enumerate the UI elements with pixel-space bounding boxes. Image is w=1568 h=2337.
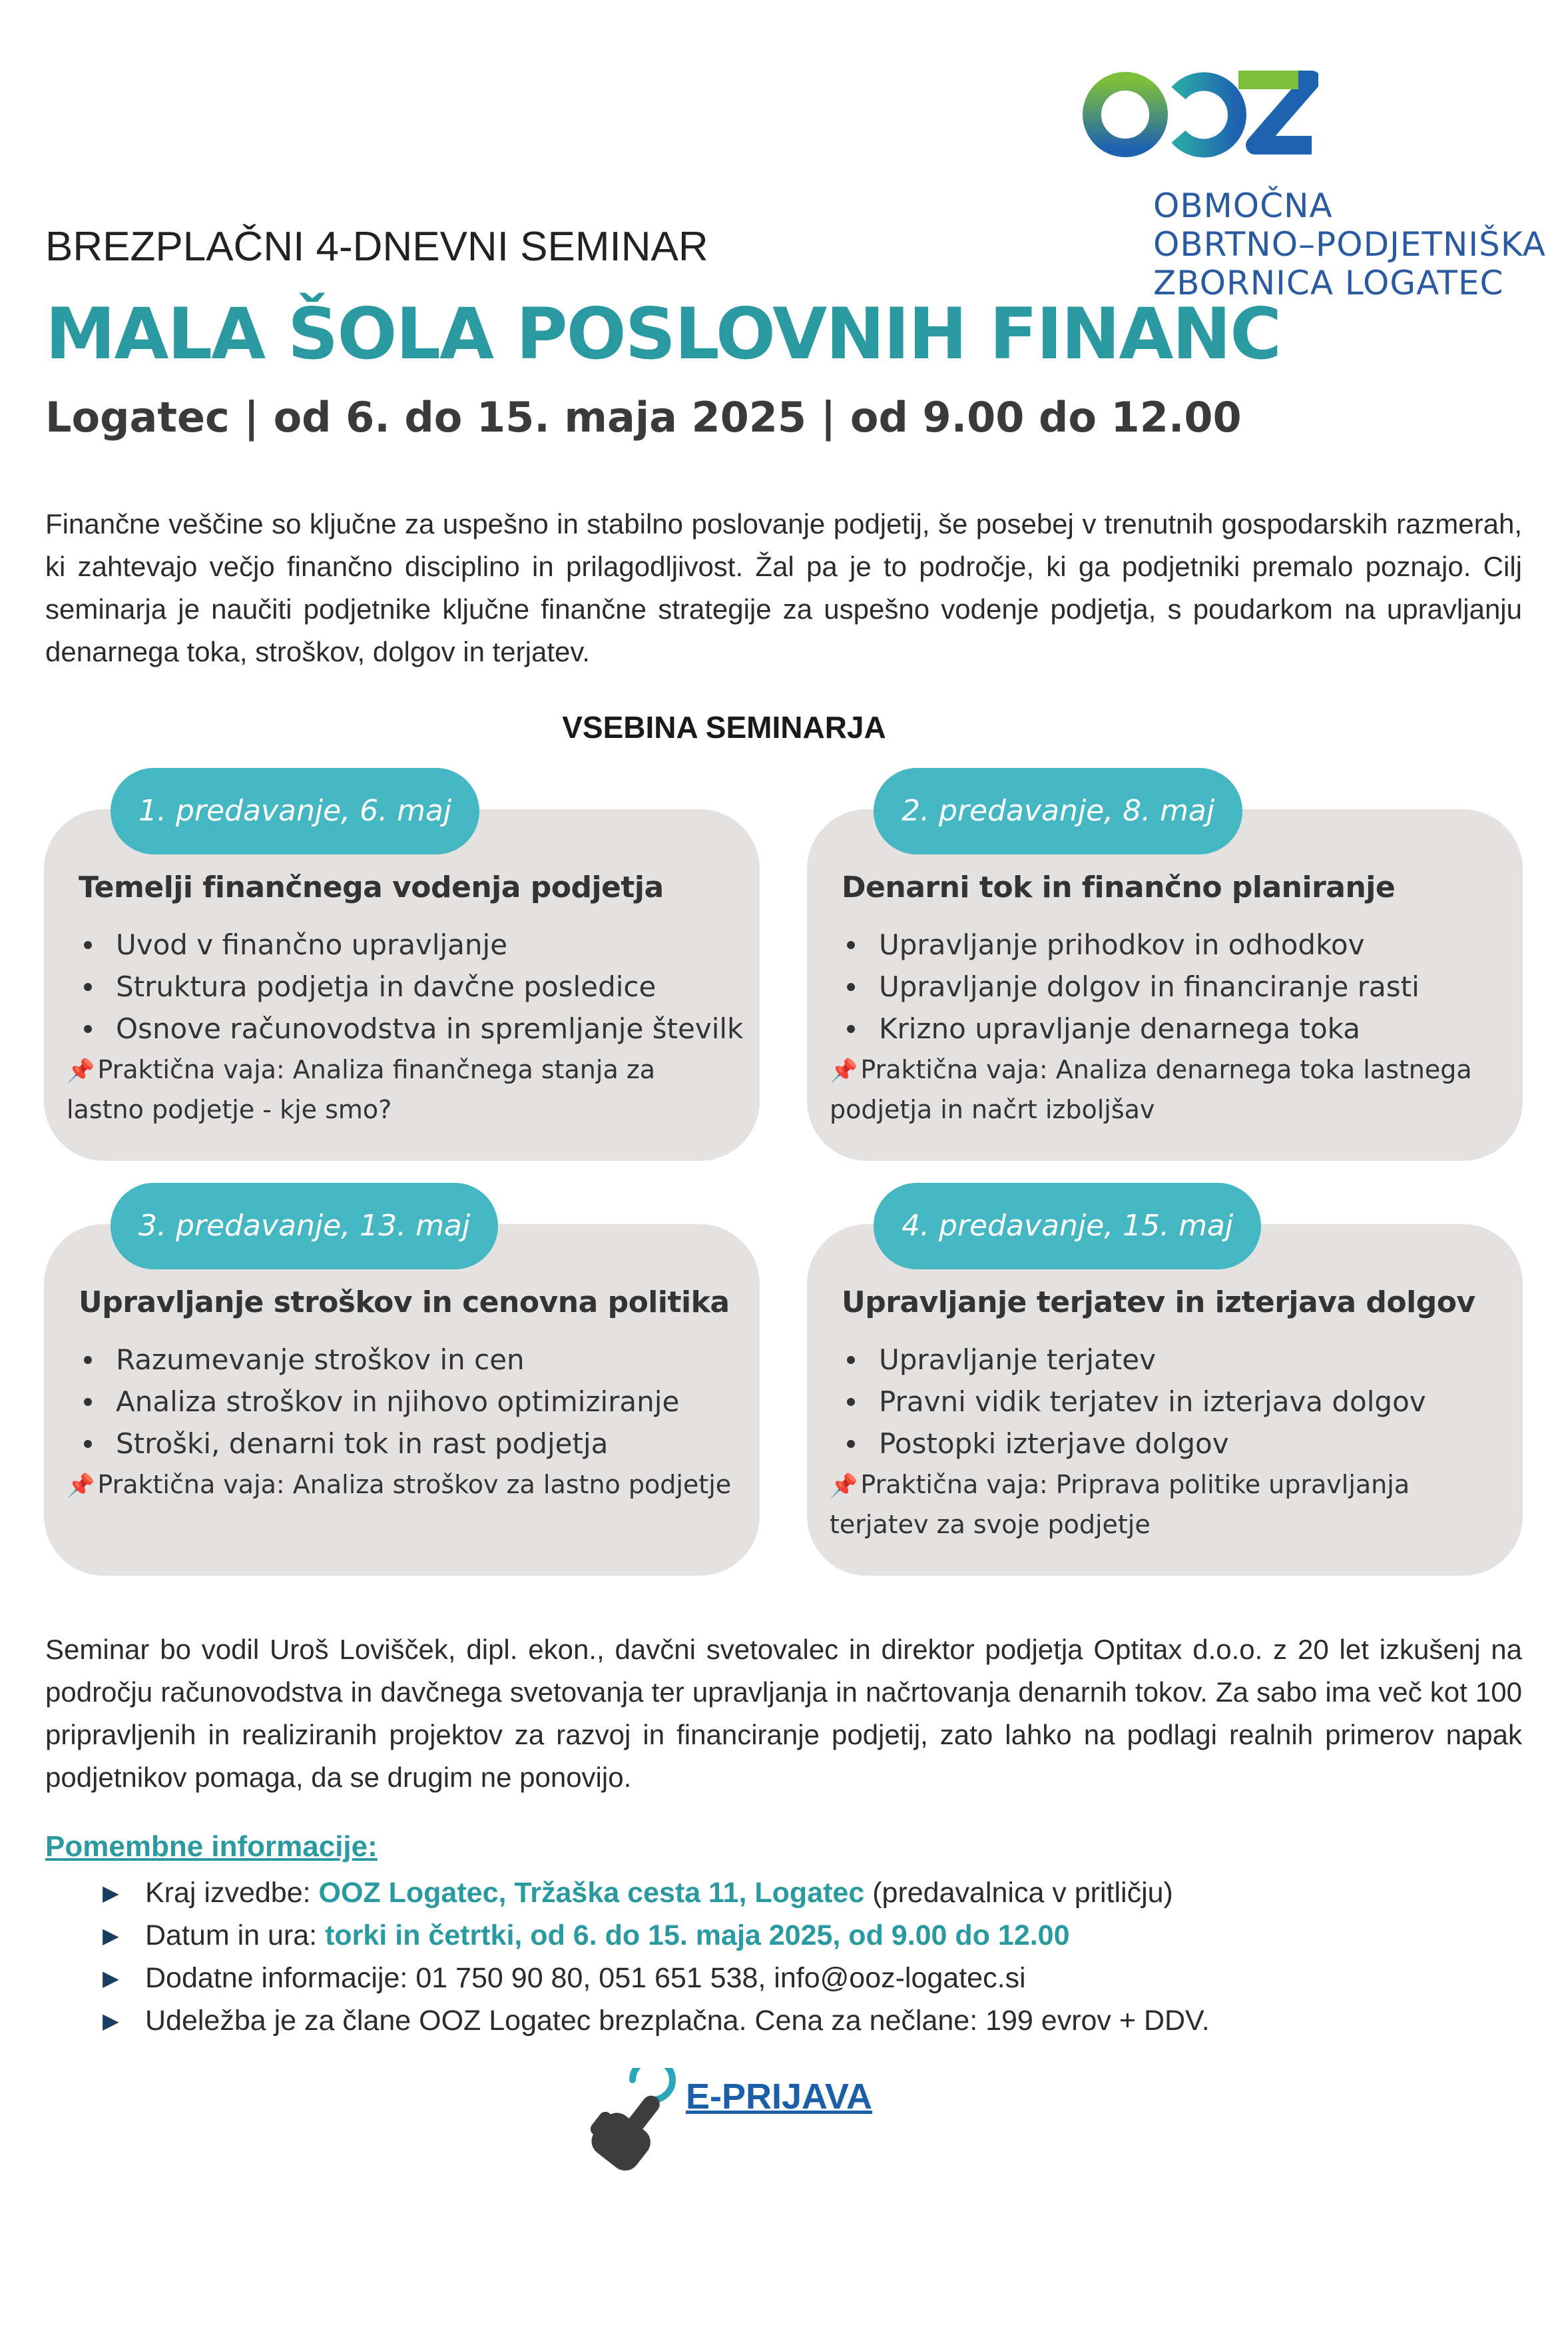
lecture-topics	[79, 1339, 679, 1465]
lecture-card	[807, 1209, 1523, 1576]
price-text: Udeležba je za člane OOZ Logatec brezplačna. Cena za nečlane: 199 evrov + DDV.	[145, 2005, 1210, 2037]
contact-text: Dodatne informacije: 01 750 90 80, 051 651 538, info@ooz-logatec.si	[145, 1962, 1026, 1994]
lecture-card	[44, 1209, 760, 1576]
info-heading: Pomembne informacije:	[45, 1830, 378, 1863]
lecture-label: 4. predavanje, 15. maj	[874, 1183, 1261, 1269]
exercise-text: Praktična vaja: Analiza finančnega stanja za lastno podjetje - kje smo?	[67, 1055, 656, 1124]
lecture-card	[44, 794, 760, 1161]
lecture-exercise	[830, 1050, 1502, 1129]
org-name-line: ZBORNICA LOGATEC	[1153, 264, 1504, 302]
lecture-card	[807, 794, 1523, 1161]
registration-link[interactable]	[569, 2068, 942, 2181]
lecture-topic: Pravni vidik terjatev in izterjava dolgov	[842, 1381, 1426, 1423]
info-item-venue	[100, 1871, 1210, 1914]
lecture-exercise	[830, 1465, 1502, 1544]
org-name-line: OBMOČNA	[1153, 186, 1333, 225]
lecture-label: 1. predavanje, 6. maj	[111, 768, 479, 854]
lecture-topics	[842, 924, 1420, 1050]
arrow-right-icon: ▶	[103, 1881, 119, 1905]
info-item-price	[100, 1999, 1210, 2042]
org-name-line: OBRTNO–PODJETNIŠKA	[1153, 225, 1546, 264]
lecture-topic: Razumevanje stroškov in cen	[79, 1339, 679, 1381]
venue-label: Kraj izvedbe:	[145, 1877, 319, 1909]
lecture-topics	[842, 1339, 1426, 1465]
hand-pointer-icon	[569, 2068, 676, 2181]
info-item-date	[100, 1914, 1210, 1957]
pushpin-icon: 📌	[67, 1473, 95, 1499]
lecture-title: Upravljanje stroškov in cenovna politika	[79, 1285, 730, 1319]
info-item-contact	[100, 1957, 1210, 1999]
page-title: MALA ŠOLA POSLOVNIH FINANC	[45, 293, 1281, 375]
date-value: torki in četrtki, od 6. do 15. maja 2025, od 9.00 do 12.00	[325, 1919, 1070, 1951]
seminar-type: BREZPLAČNI 4-DNEVNI SEMINAR	[45, 224, 708, 270]
pushpin-icon: 📌	[67, 1058, 95, 1084]
arrow-right-icon: ▶	[103, 2009, 119, 2033]
arrow-right-icon: ▶	[103, 1923, 119, 1947]
venue-note: (predavalnica v pritličju)	[864, 1877, 1173, 1909]
lecture-topic: Upravljanje prihodkov in odhodkov	[842, 924, 1420, 966]
section-title: VSEBINA SEMINARJA	[562, 710, 886, 745]
lecture-topic: Analiza stroškov in njihovo optimiziranje	[79, 1381, 679, 1423]
eprijava-link-label[interactable]: E-PRIJAVA	[686, 2077, 873, 2117]
lecture-topic: Stroški, denarni tok in rast podjetja	[79, 1423, 679, 1465]
lecture-exercise	[67, 1465, 739, 1505]
exercise-text: Praktična vaja: Analiza stroškov za lastno podjetje	[97, 1470, 732, 1499]
pushpin-icon: 📌	[830, 1058, 858, 1084]
exercise-text: Praktična vaja: Priprava politike upravljanja terjatev za svoje podjetje	[830, 1470, 1410, 1539]
lecture-topic: Uvod v finančno upravljanje	[79, 924, 743, 966]
lecture-title: Temelji finančnega vodenja podjetja	[79, 870, 664, 904]
arrow-right-icon: ▶	[103, 1966, 119, 1990]
lecture-exercise	[67, 1050, 739, 1129]
date-label: Datum in ura:	[145, 1919, 326, 1951]
venue-value: OOZ Logatec, Tržaška cesta 11, Logatec	[318, 1877, 865, 1909]
lecture-topic: Upravljanje terjatev	[842, 1339, 1426, 1381]
lecture-topic: Struktura podjetja in davčne posledice	[79, 966, 743, 1008]
lecture-topic: Upravljanje dolgov in financiranje rasti	[842, 966, 1420, 1008]
event-details: Logatec | od 6. do 15. maja 2025 | od 9.00 do 12.00	[45, 393, 1242, 442]
lecture-label: 2. predavanje, 8. maj	[874, 768, 1242, 854]
lecture-topics	[79, 924, 743, 1050]
ooz-logo	[1079, 67, 1318, 167]
lecture-topic: Postopki izterjave dolgov	[842, 1423, 1426, 1465]
intro-paragraph: Finančne veščine so ključne za uspešno in stabilno poslovanje podjetij, še posebej v trenutnih gospodarskih razmerah, ki zahtevajo večjo finančno disciplino in prilagodljivost. Žal pa je to področje, ki ga podjetniki premalo poznajo. Cilj seminarja je naučiti podjetnike ključne finančne strategije za uspešno vodenje podjetja, s poudarkom na upravljanju denarnega toka, stroškov, dolgov in terjatev.	[45, 508, 1522, 667]
lecture-topic: Krizno upravljanje denarnega toka	[842, 1008, 1420, 1050]
lecture-label: 3. predavanje, 13. maj	[111, 1183, 498, 1269]
pushpin-icon: 📌	[830, 1473, 858, 1499]
lecture-title: Upravljanje terjatev in izterjava dolgov	[842, 1285, 1475, 1319]
organization-name	[1153, 186, 1546, 302]
speaker-bio: Seminar bo vodil Uroš Lovišček, dipl. ekon., davčni svetovalec in direktor podjetja Optitax d.o.o. z 20 let izkušenj na področju računovodstva in davčnega svetovanja ter upravljanja in načrtovanja denarnih tokov. Za sabo ima več kot 100 pripravljenih in realiziranih projektov za razvoj in financiranje podjetij, zato lahko na podlagi realnih primerov napak podjetnikov pomaga, da se drugim ne ponovijo.	[45, 1634, 1522, 1793]
info-list	[100, 1871, 1210, 2042]
lecture-title: Denarni tok in finančno planiranje	[842, 870, 1396, 904]
exercise-text: Praktična vaja: Analiza denarnega toka lastnega podjetja in načrt izboljšav	[830, 1055, 1472, 1124]
lecture-topic: Osnove računovodstva in spremljanje številk	[79, 1008, 743, 1050]
